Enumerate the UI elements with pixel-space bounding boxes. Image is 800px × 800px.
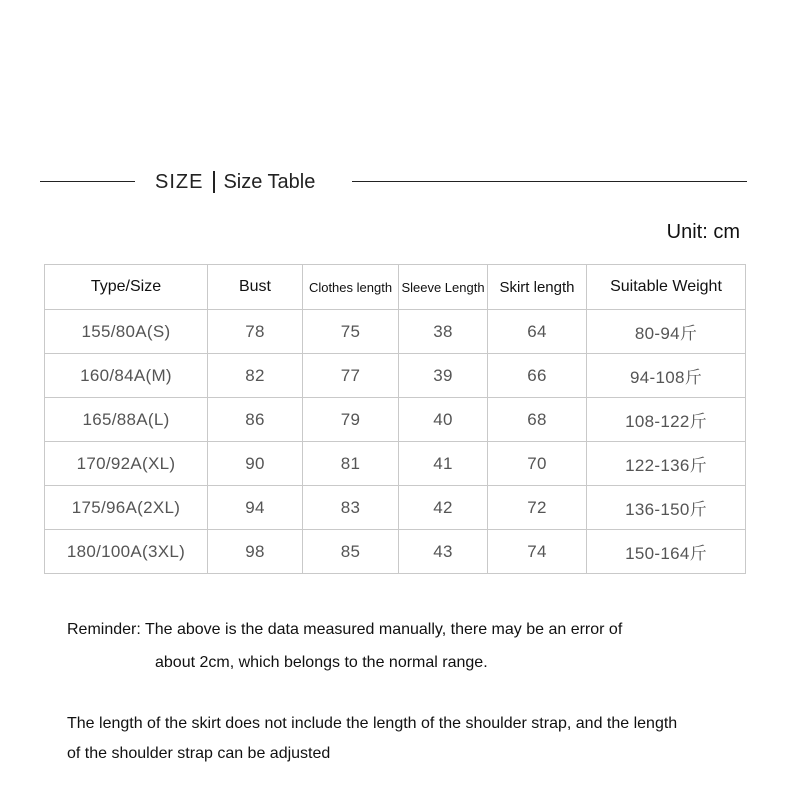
strap-note	[67, 709, 787, 769]
strap-note-line-1: The length of the skirt does not include the length of the shoulder strap, and the length	[67, 715, 678, 732]
header-divider-left	[40, 181, 135, 182]
cell-clothes-length: 83	[303, 486, 399, 530]
cell-suitable-weight: 80-94斤	[587, 310, 746, 354]
cell-type-size: 165/88A(L)	[45, 398, 208, 442]
cell-bust: 82	[208, 354, 303, 398]
cell-bust: 78	[208, 310, 303, 354]
size-table	[44, 264, 746, 574]
cell-skirt-length: 70	[488, 442, 587, 486]
cell-type-size: 155/80A(S)	[45, 310, 208, 354]
cell-type-size: 175/96A(2XL)	[45, 486, 208, 530]
cell-clothes-length: 79	[303, 398, 399, 442]
cell-sleeve-length: 38	[399, 310, 488, 354]
column-header-suitable-weight: Suitable Weight	[587, 265, 746, 310]
cell-sleeve-length: 41	[399, 442, 488, 486]
column-header-clothes-length: Clothes length	[303, 265, 399, 310]
cell-suitable-weight: 122-136斤	[587, 442, 746, 486]
cell-suitable-weight: 150-164斤	[587, 530, 746, 574]
cell-suitable-weight: 108-122斤	[587, 398, 746, 442]
cell-suitable-weight: 136-150斤	[587, 486, 746, 530]
title-size: SIZE	[155, 170, 204, 193]
cell-skirt-length: 74	[488, 530, 587, 574]
table-row	[45, 486, 746, 530]
cell-sleeve-length: 42	[399, 486, 488, 530]
cell-suitable-weight: 94-108斤	[587, 354, 746, 398]
unit-label: Unit: cm	[666, 221, 740, 243]
cell-clothes-length: 81	[303, 442, 399, 486]
cell-clothes-length: 75	[303, 310, 399, 354]
column-header-sleeve-length: Sleeve Length	[399, 265, 488, 310]
cell-bust: 94	[208, 486, 303, 530]
cell-skirt-length: 66	[488, 354, 587, 398]
cell-type-size: 160/84A(M)	[45, 354, 208, 398]
header-divider-right	[352, 181, 747, 182]
cell-clothes-length: 77	[303, 354, 399, 398]
cell-skirt-length: 68	[488, 398, 587, 442]
strap-note-line-2: of the shoulder strap can be adjusted	[67, 745, 331, 762]
table-row	[45, 530, 746, 574]
table-row	[45, 398, 746, 442]
cell-type-size: 170/92A(XL)	[45, 442, 208, 486]
cell-clothes-length: 85	[303, 530, 399, 574]
table-header-row	[45, 265, 746, 310]
column-header-skirt-length: Skirt length	[488, 265, 587, 310]
cell-skirt-length: 72	[488, 486, 587, 530]
cell-sleeve-length: 43	[399, 530, 488, 574]
column-header-type-size: Type/Size	[45, 265, 208, 310]
reminder-text	[67, 613, 767, 679]
title-separator	[213, 171, 215, 193]
cell-sleeve-length: 39	[399, 354, 488, 398]
table-row	[45, 354, 746, 398]
page-title	[155, 168, 315, 196]
reminder-line-2: about 2cm, which belongs to the normal range.	[155, 654, 488, 671]
cell-bust: 90	[208, 442, 303, 486]
cell-sleeve-length: 40	[399, 398, 488, 442]
cell-type-size: 180/100A(3XL)	[45, 530, 208, 574]
column-header-bust: Bust	[208, 265, 303, 310]
cell-bust: 98	[208, 530, 303, 574]
cell-bust: 86	[208, 398, 303, 442]
cell-skirt-length: 64	[488, 310, 587, 354]
table-row	[45, 442, 746, 486]
reminder-line-1: Reminder: The above is the data measured manually, there may be an error of	[67, 621, 623, 638]
title-size-table: Size Table	[223, 170, 316, 193]
table-row	[45, 310, 746, 354]
